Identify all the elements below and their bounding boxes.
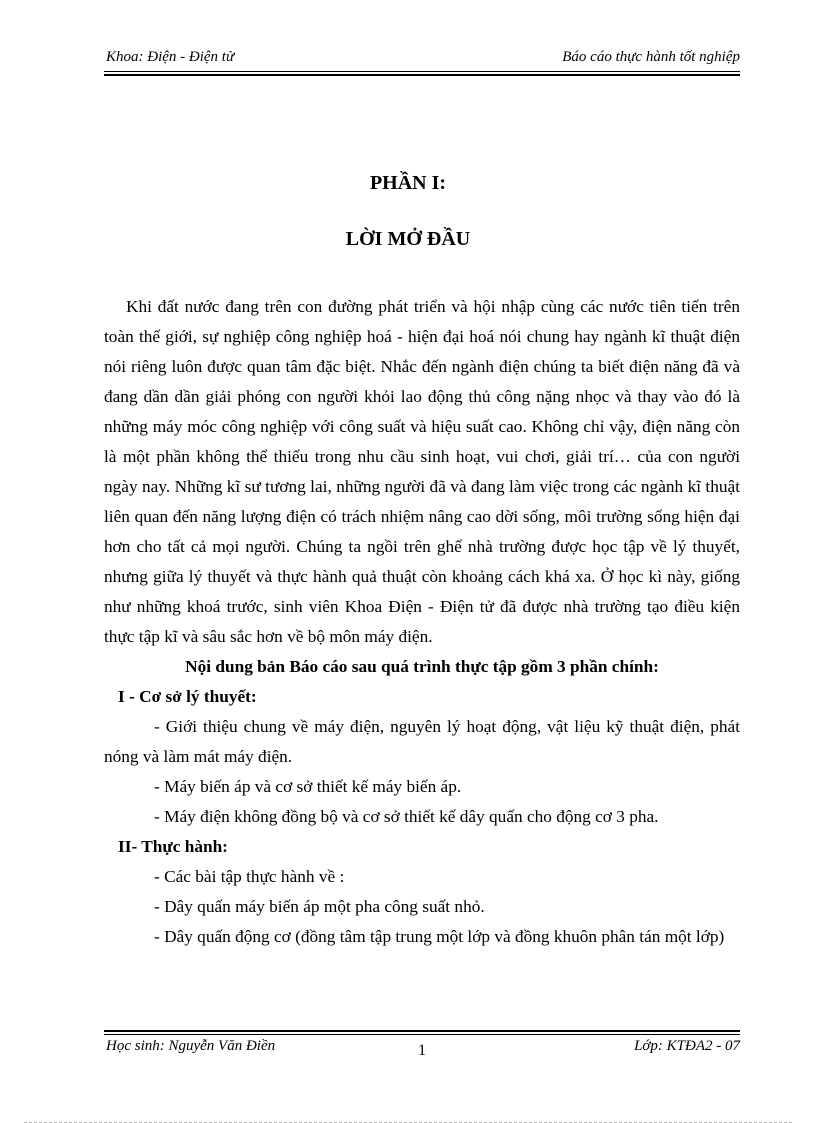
practice-item: - Dây quấn máy biến áp một pha công suất nhỏ. (154, 897, 485, 916)
section-heading-theory: I - Cơ sở lý thuyết: (118, 687, 257, 706)
footer-student-name: Học sinh: Nguyễn Văn Điền (106, 1038, 276, 1054)
page-number: 1 (418, 1042, 426, 1059)
part-title: PHẦN I: (369, 172, 447, 194)
document-body (104, 292, 740, 952)
intro-paragraph: Khi đất nước đang trên con đường phát triển và hội nhập cùng các nước tiên tiến trên toàn thế giới, sự nghiệp công nghiệp hoá - hiện đại hoá nói chung hay ngành kĩ thuật điện nói riêng luôn được quan tâm đặc biệt. Nhắc đến ngành điện chúng ta biết điện năng đã và đang dần dần giải phóng con người khỏi lao động thủ công nặng nhọc và thay vào đó là những máy móc công nghiệp với công suất và hiệu suất cao. Không chỉ vậy, điện năng còn là một phần không thể thiếu trong nhu cầu sinh hoạt, vui chơi, giải trí… của con người ngày nay. Những kĩ sư tương lai, những người đã và đang làm việc trong các ngành kĩ thuật liên quan đến năng lượng điện có trách nhiệm nâng cao dời sống, môi trường sống hiện đại hơn cho tất cả mọi người. Chúng ta ngồi trên ghế nhà trường được học tập về lý thuyết, nhưng giữa lý thuyết và thực hành quả thuật còn khoảng cách khá xa. Ở học kì này, giống như những khoá trước, sinh viên Khoa Điện - Điện tử đã được nhà trường tạo điều kiện thực tập kĩ và sâu sắc hơn về bộ môn máy điện. (104, 297, 740, 646)
header-report-title: Báo cáo thực hành tốt nghiệp (562, 49, 740, 65)
practice-item: - Các bài tập thực hành về : (154, 867, 345, 886)
page-header (104, 48, 740, 70)
theory-item: - Máy biến áp và cơ sở thiết kế máy biến áp. (154, 777, 462, 796)
theory-item: - Giới thiệu chung về máy điện, nguyên lý hoạt động, vật liệu kỹ thuật điện, phát nóng và làm mát máy điện. (104, 717, 740, 766)
header-rule-bottom (104, 74, 740, 76)
header-rule-top (104, 71, 740, 72)
footer-rule-bottom (104, 1034, 740, 1035)
footer-rule-top (104, 1030, 740, 1032)
header-department: Khoa: Điện - Điện tử (106, 49, 235, 65)
section-heading-practice: II- Thực hành: (118, 837, 228, 856)
section-title: LỜI MỞ ĐẦU (345, 228, 471, 250)
summary-heading: Nội dung bản Báo cáo sau quá trình thực tập gồm 3 phần chính: (185, 657, 659, 676)
theory-item: - Máy điện không đồng bộ và cơ sở thiết kế dây quấn cho động cơ 3 pha. (154, 807, 659, 826)
practice-item: - Dây quấn động cơ (đồng tâm tập trung một lớp và đồng khuôn phân tán một lớp) (154, 927, 725, 946)
footer-class: Lớp: KTĐA2 - 07 (634, 1038, 740, 1054)
